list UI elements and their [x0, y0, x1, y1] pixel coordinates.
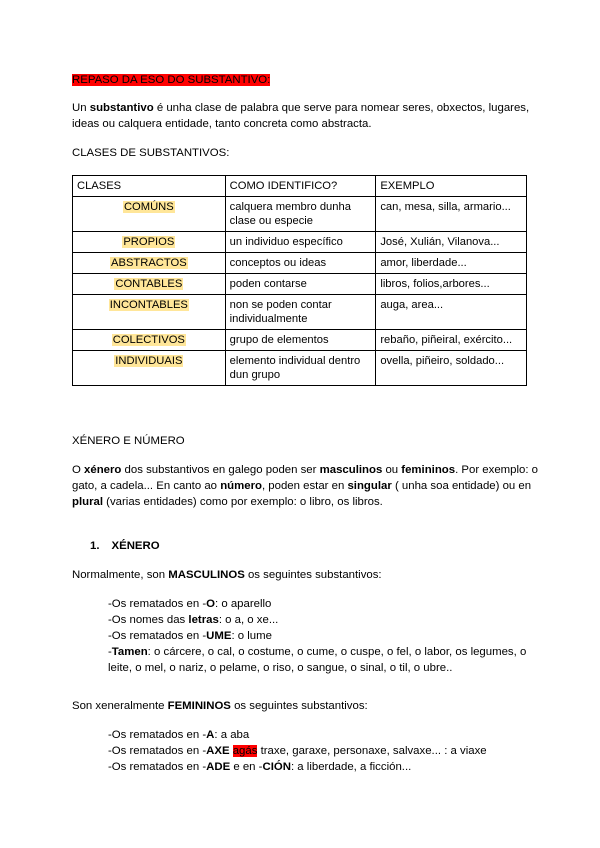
xenero-numero-heading [72, 433, 185, 449]
intro-line-2 [72, 116, 372, 132]
text-span: CIÓN [262, 761, 291, 773]
text-span: -Os rematados en - [108, 630, 207, 642]
text-span: leite, o mel, o nariz, o pelame, o riso, o sangue, o sinal, o til, o ubre.. [108, 662, 453, 674]
text-span: XÉNERO E NÚMERO [72, 435, 185, 447]
table-cell: elemento individual dentro dun grupo [225, 351, 376, 386]
text-span: A [206, 729, 215, 741]
table-row [73, 295, 527, 330]
text-span: número [220, 480, 262, 492]
text-span: O [206, 598, 215, 610]
table-row [73, 351, 527, 386]
table-cell: non se poden contar individualmente [225, 295, 376, 330]
table-header-row [73, 176, 527, 197]
text-span: Normalmente, son [72, 569, 169, 581]
text-span: : o aparello [215, 598, 272, 610]
table-cell: un individuo específico [225, 232, 376, 253]
text-span: UME [206, 630, 232, 642]
table-cell: José, Xulián, Vilanova... [376, 232, 527, 253]
xenero-numero-paragraph [72, 462, 542, 510]
text-span: letras [188, 614, 219, 626]
text-span: (varias entidades) como por exemplo: o libro, os libros. [103, 496, 383, 508]
text-span: Son xeneralmente [72, 700, 168, 712]
classes-heading [72, 145, 229, 161]
text-span: -Os rematados en - [108, 745, 207, 757]
class-name: INDIVIDUAIS [115, 355, 183, 367]
table-cell: amor, liberdade... [376, 253, 527, 274]
list-item [108, 628, 526, 644]
page-title [72, 72, 270, 88]
text-span: AXE [206, 745, 230, 757]
table-cell: auga, area... [376, 295, 527, 330]
text-span: FEMININOS [167, 700, 231, 712]
text-span: 1. [90, 540, 100, 552]
text-span: ( unha soa entidade) ou en [391, 480, 532, 492]
table-cell: calquera membro dunha clase ou especie [225, 197, 376, 232]
text-span: masculinos [319, 464, 383, 476]
header-cell: EXEMPLO [376, 176, 527, 197]
header-cell: CLASES [73, 176, 226, 197]
table-row [73, 197, 527, 232]
text-span: ideas ou calquera entidade, tanto concreta como abstracta. [72, 118, 372, 130]
list-item [108, 612, 526, 628]
text-span: : o lume [231, 630, 272, 642]
list-item [108, 759, 487, 775]
table-cell: ovella, piñeiro, soldado... [376, 351, 527, 386]
table-cell: poden contarse [225, 274, 376, 295]
class-name: ABSTRACTOS [111, 257, 187, 269]
text-span: é unha clase de palabra que serve para nomear seres, obxectos, lugares, [153, 102, 530, 114]
text-span: plural [72, 496, 104, 508]
list-item [108, 660, 526, 676]
femininos-list [108, 727, 487, 775]
masculinos-intro [72, 567, 382, 583]
text-span: os seguintes substantivos: [244, 569, 382, 581]
list-item [108, 644, 526, 660]
table-cell: grupo de elementos [225, 330, 376, 351]
text-span: xénero [84, 464, 122, 476]
bold-term: substantivo [89, 102, 154, 114]
text-span: -Os rematados en - [108, 761, 207, 773]
list-item [108, 596, 526, 612]
table-row [73, 330, 527, 351]
intro-line-1 [72, 100, 529, 116]
table-cell: conceptos ou ideas [225, 253, 376, 274]
class-name: COLECTIVOS [112, 334, 185, 346]
list-item [108, 727, 487, 743]
text-span: MASCULINOS [168, 569, 245, 581]
table-cell: rebaño, piñeiral, exército... [376, 330, 527, 351]
text-span: -Os rematados en - [108, 598, 207, 610]
text-span: XÉNERO [111, 540, 160, 552]
text-span: : o cárcere, o cal, o costume, o cume, o cuspe, o fel, o labor, os legumes, o [147, 646, 527, 658]
text-span: ADE [206, 761, 231, 773]
text-span: O [72, 464, 85, 476]
table-row [73, 253, 527, 274]
section-heading-xenero [90, 538, 160, 554]
list-item [108, 743, 487, 759]
text-span: : o a, o xe... [218, 614, 279, 626]
class-name: COMÚNS [123, 201, 174, 213]
highlighted-word: agás [232, 745, 258, 757]
table-row [73, 274, 527, 295]
text-span: CLASES DE SUBSTANTIVOS: [72, 147, 230, 159]
text-span: -Os rematados en - [108, 729, 207, 741]
table-cell: can, mesa, silla, armario... [376, 197, 527, 232]
text-span: - [108, 646, 112, 658]
header-cell: COMO IDENTIFICO? [225, 176, 376, 197]
text-span: Un [72, 102, 90, 114]
text-span: . Por exemplo: o [455, 464, 539, 476]
class-name: PROPIOS [123, 236, 175, 248]
text-span: singular [347, 480, 392, 492]
table-cell: libros, folios,arbores... [376, 274, 527, 295]
text-span: REPASO DA ESO DO SUBSTANTIVO: [72, 74, 271, 86]
classes-table [72, 175, 527, 386]
class-name: INCONTABLES [109, 299, 188, 311]
text-span: femininos [401, 464, 456, 476]
text-span: e en - [230, 761, 263, 773]
masculinos-list [108, 596, 526, 676]
text-span: traxe, garaxe, personaxe, salvaxe... : a viaxe [257, 745, 487, 757]
text-span: ou [382, 464, 402, 476]
text-span: , poden estar en [261, 480, 348, 492]
table-row [73, 232, 527, 253]
text-span: gato, a cadela... En canto ao [72, 480, 221, 492]
class-name: CONTABLES [115, 278, 183, 290]
femininos-intro [72, 698, 368, 714]
text-span: : a liberdade, a ficción... [290, 761, 412, 773]
text-span: os seguintes substantivos: [230, 700, 368, 712]
text-span: dos substantivos en galego poden ser [121, 464, 320, 476]
text-span: Tamen [111, 646, 148, 658]
text-span: -Os nomes das [108, 614, 189, 626]
text-span: : a aba [214, 729, 250, 741]
